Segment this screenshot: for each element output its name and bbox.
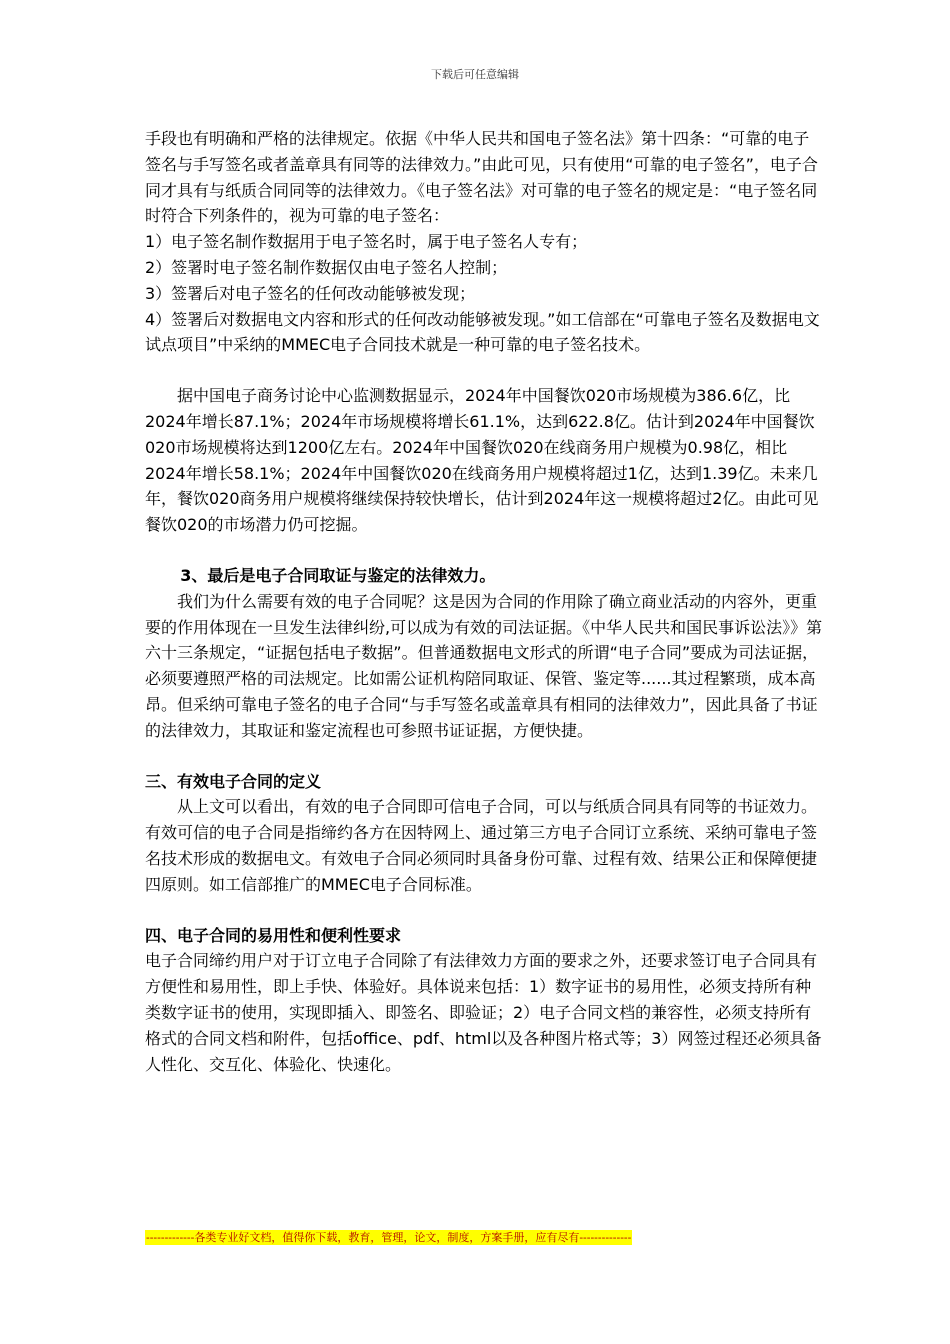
document-body xyxy=(145,126,825,1077)
paragraph-usability: 电子合同缔约用户对于订立电子合同除了有法律效力方面的要求之外，还要求签订电子合同具有方便性和易用性，即上手快、体验好。具体说来包括：1）数字证书的易用性，必须支持所有种类数字证书的使用，实现即插入、即签名、即验证；2）电子合同文档的兼容性，必须支持所有格式的合同文档和附件，包括office、pdf、html以及各种图片格式等；3）网签过程还必须具备人性化、交互化、体验化、快速化。 xyxy=(145,951,822,1074)
list-item: 1）电子签名制作数据用于电子签名时，属于电子签名人专有； xyxy=(145,232,588,252)
section-heading-usability: 四、电子合同的易用性和便利性要求 xyxy=(145,925,402,945)
paragraph-signature-law: 手段也有明确和严格的法律规定。依据《中华人民共和国电子签名法》第十四条：“可靠的电子签名与手写签名或者盖章具有同等的法律效力。”由此可见，只有使用“可靠的电子签名”，电子合同才具有与纸质合同同等的法律效力。《电子签名法》对可靠的电子签名的规定是：“电子签名同时符合下列条件的，视为可靠的电子签名： xyxy=(145,129,818,226)
section-heading-definition: 三、有效电子合同的定义 xyxy=(145,771,322,791)
paragraph-evidence: 我们为什么需要有效的电子合同呢？这是因为合同的作用除了确立商业活动的内容外，更重要的作用体现在一旦发生法律纠纷,可以成为有效的司法证据。《中华人民共和国民事诉讼法》》第六十三条规定，“证据包括电子数据”。但普通数据电文形式的所谓“电子合同”要成为司法证据，必须要遵照严格的司法规定。比如需公证机构陪同取证、保管、鉴定等......其过程繁琐，成本高昂。但采纳可靠电子签名的电子合同“与手写签名或盖章具有相同的法律效力”，因此具备了书证的法律效力，其取证和鉴定流程也可参照书证证据，方便快捷。 xyxy=(145,591,823,740)
subheading-evidence: 3、最后是电子合同取证与鉴定的法律效力。 xyxy=(180,565,496,585)
page-footer-banner: -------------各类专业好文档，值得你下载，教育，管理，论文，制度，方案手册，应有尽有-------------- xyxy=(146,1231,632,1244)
list-item: 3）签署后对电子签名的任何改动能够被发现； xyxy=(145,283,476,303)
paragraph-definition: 从上文可以看出，有效的电子合同即可信电子合同，可以与纸质合同具有同等的书证效力。有效可信的电子合同是指缔约各方在因特网上、通过第三方电子合同订立系统、采纳可靠电子签名技术形成的数据电文。有效电子合同必须同时具备身份可靠、过程有效、结果公正和保障便捷四原则。如工信部推广的MMEC电子合同标准。 xyxy=(145,797,818,894)
paragraph-market-data: 据中国电子商务讨论中心监测数据显示，2024年中国餐饮020市场规模为386.6亿，比2024年增长87.1%；2024年市场规模将增长61.1%，达到622.8亿。估计到2024年中国餐饮020市场规模将达到1200亿左右。2024年中国餐饮020在线商务用户规模为0.98亿，相比2024年增长58.1%；2024年中国餐饮020在线商务用户规模将超过1亿，达到1.39亿。未来几年，餐饮020商务用户规模将继续保持较快增长，估计到2024年这一规模将超过2亿。由此可见餐饮020的市场潜力仍可挖掘。 xyxy=(145,386,819,535)
page-header: 下载后可任意编辑 xyxy=(431,68,519,81)
list-item: 4）签署后对数据电文内容和形式的任何改动能够被发现。”如工信部在“可靠电子签名及数据电文试点项目”中采纳的MMEC电子合同技术就是一种可靠的电子签名技术。 xyxy=(145,309,820,355)
list-item: 2）签署时电子签名制作数据仅由电子签名人控制； xyxy=(145,257,508,277)
